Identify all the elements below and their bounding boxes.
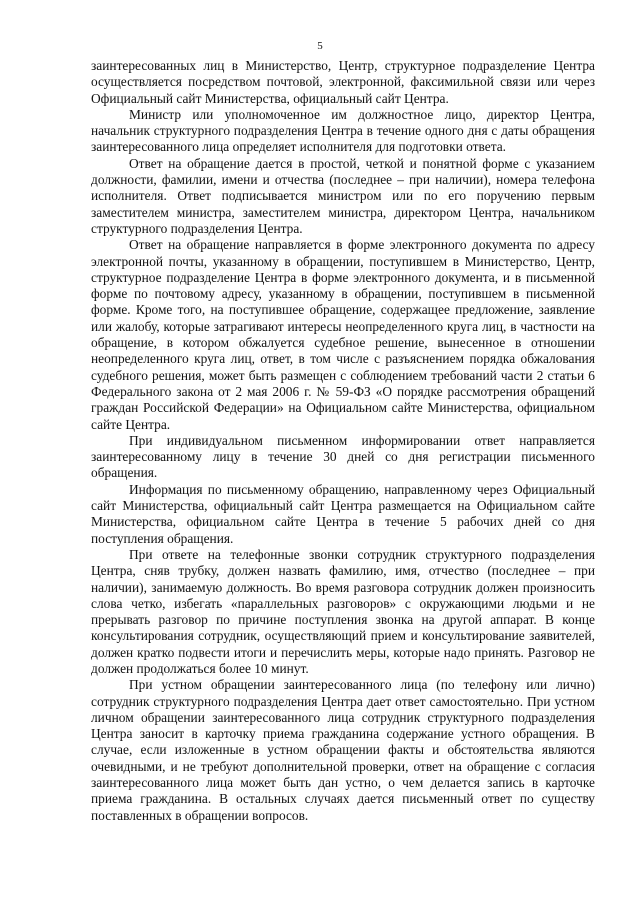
paragraph-oral-appeal: При устном обращении заинтересованного лица (по телефону или лично) сотрудник структурного подразделения Центра дает ответ самостоятельно. При устном личном обращении заинтересованного лица сотрудник структурного подразделения Центра заносит в карточку приема гражданина содержание устного обращения. В случае, если изложенные в устном обращении факты и обстоятельства являются очевидными, и не требуют дополнительной проверки, ответ на обращение с согласия заинтересованного лица может быть дан устно, о чем делается запись в карточке приема гражданина. В остальных случаях дается письменный ответ по существу поставленных в обращении вопросов. (91, 677, 595, 823)
paragraph-continuation: заинтересованных лиц в Министерство, Центр, структурное подразделение Центра осуществляется посредством почтовой, электронной, факсимильной связи или через Официальный сайт Министерства, официальный сайт Центра. (91, 58, 595, 106)
paragraph-written-informing: При индивидуальном письменном информировании ответ направляется заинтересованному лицу в течение 30 дней со дня регистрации письменного обращения. (91, 432, 595, 481)
paragraph-website-information: Информация по письменному обращению, направленному через Официальный сайт Министерства, официальный сайт Центра размещается на Официальном сайте Министерства, официальном сайте Центра в течение 5 рабочих дней со дня поступления обращения. (91, 481, 595, 546)
paragraph-response-form: Ответ на обращение дается в простой, четкой и понятной форме с указанием должности, фамилии, имени и отчества (последнее – при наличии), номера телефона исполнителя. Ответ подписывается министром или по его поручению первым заместителем министра, заместителем министра, директором Центра, начальником структурного подразделения Центра. (91, 155, 595, 236)
page-number: 5 (317, 40, 323, 52)
paragraph-phone-calls: При ответе на телефонные звонки сотрудник структурного подразделения Центра, сняв трубку, должен назвать фамилию, имя, отчество (последнее – при наличии), занимаемую должность. Во время разговора сотрудник должен произносить слова четко, избегать «параллельных разговоров» с окружающими людьми и не прерывать разговор по причине поступления звонка на другой аппарат. В конце консультирования сотрудник, осуществляющий прием и консультирование заявителей, должен кратко подвести итоги и перечислить меры, которые надо принять. Разговор не должен продолжаться более 10 минут. (91, 546, 595, 676)
paragraph-response-delivery: Ответ на обращение направляется в форме электронного документа по адресу электронной почты, указанному в обращении, поступившем в Министерство, Центр, структурное подразделение Центра в форме электронного документа, и в письменной форме по почтовому адресу, указанному в обращении, поступившем в письменной форме. Кроме того, на поступившее обращение, содержащее предложение, заявление или жалобу, которые затрагивают интересы неопределенного круга лиц, в частности на обращение, в котором обжалуется судебное решение, вынесенное в отношении неопределенного круга лиц, ответ, в том числе с разъяснением порядка обжалования судебного решения, может быть размещен с соблюдением требований части 2 статьи 6 Федерального закона от 2 мая 2006 г. № 59-ФЗ «О порядке рассмотрения обращений граждан Российской Федерации» на Официальном сайте Министерства, официальном сайте Центра. (91, 237, 595, 432)
paragraph-executor-assignment: Министр или уполномоченное им должностное лицо, директор Центра, начальник структурного подразделения Центра в течение одного дня с даты обращения заинтересованного лица определяет исполнителя для подготовки ответа. (91, 106, 595, 155)
document-body (91, 58, 595, 824)
